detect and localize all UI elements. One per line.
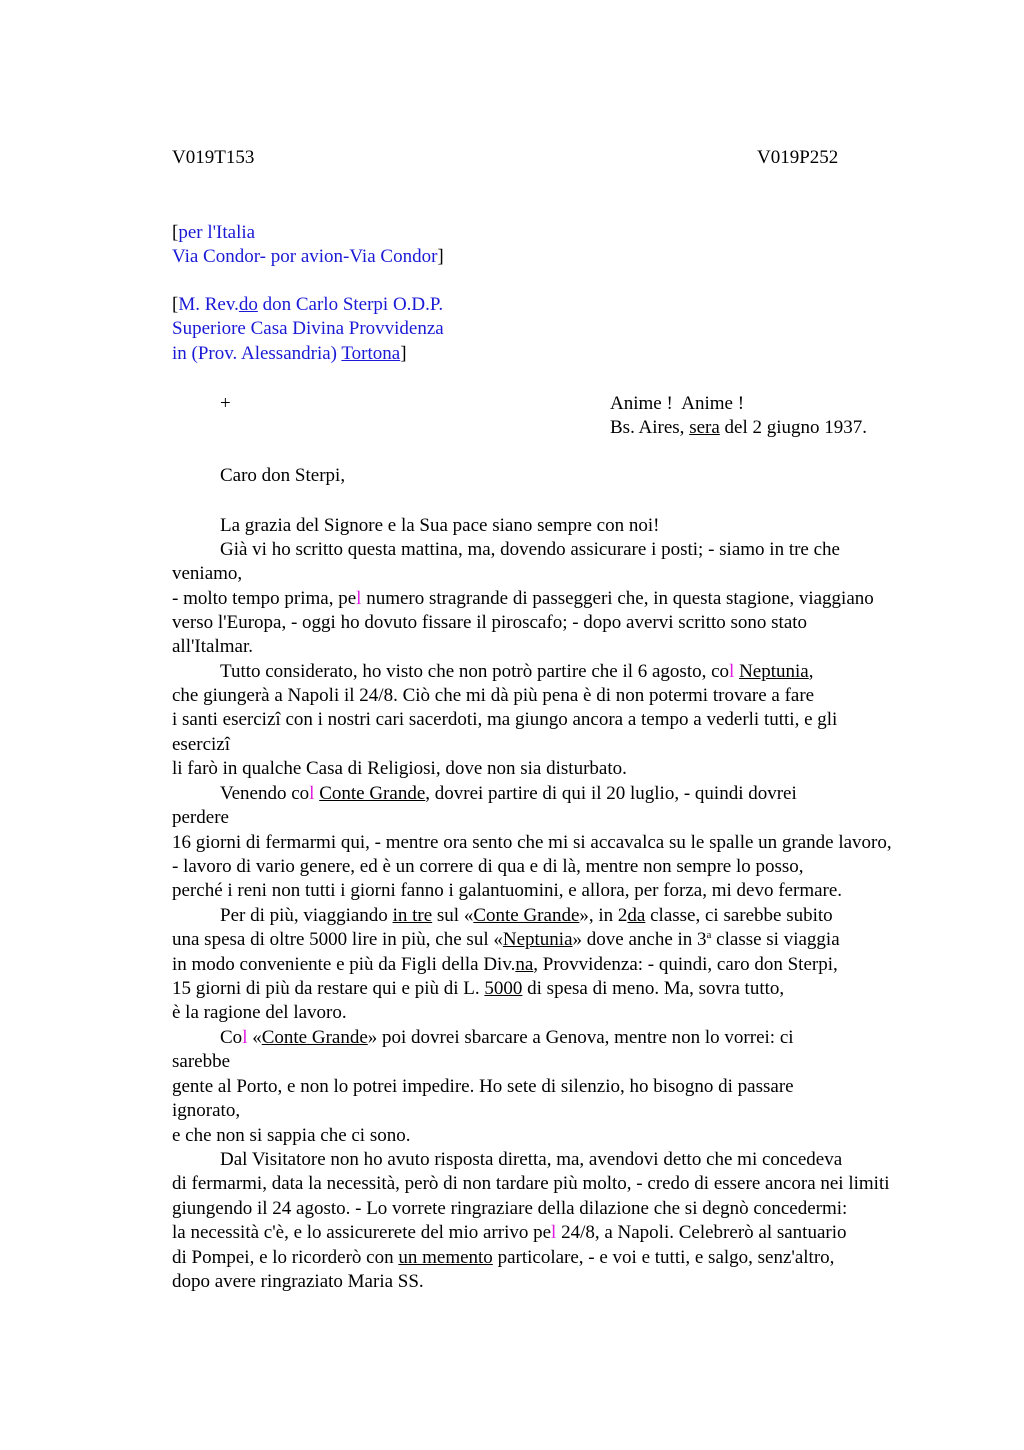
paragraph-line: la necessità c'è, e lo assicurerete del mio arrivo pel 24/8, a Napoli. Celebrerò al santuario [172,1222,847,1243]
paragraph-line: - lavoro di vario genere, ed è un correre di qua e di là, mentre non sempre lo posso, [172,856,804,877]
paragraph-line: all'Italmar. [172,636,253,657]
paragraph-line: e che non si sappia che ci sono. [172,1125,411,1146]
paragraph-line: sarebbe [172,1051,231,1072]
paragraph-line: veniamo, [172,563,243,584]
paragraph-line: Già vi ho scritto questa mattina, ma, dovendo assicurare i posti; - siamo in tre che [220,539,840,560]
paragraph-line: 16 giorni di fermarmi qui, - mentre ora sento che mi si accavalca su le spalle un grande lavoro, [172,832,892,853]
bracket-open: [ [172,222,179,243]
dateline: Bs. Aires, sera del 2 giugno 1937. [610,417,868,438]
paragraph-line: gente al Porto, e non lo potrei impedire. Ho sete di silenzio, ho bisogno di passare [172,1076,794,1097]
paragraph-line: 15 giorni di più da restare qui e più di L. 5000 di spesa di meno. Ma, sovra tutto, [172,978,785,999]
cross-symbol: + [220,393,231,414]
paragraph-line: perché i reni non tutti i giorni fanno i galantuomini, e allora, per forza, mi devo fermare. [172,880,843,901]
paragraph-line: perdere [172,807,229,828]
document-code-left: V019T153 [172,147,255,168]
paragraph-line: in modo conveniente e più da Figli della Div.na, Provvidenza: - quindi, caro don Sterpi, [172,954,838,975]
paragraph-line: che giungerà a Napoli il 24/8. Ciò che mi dà più pena è di non potermi trovare a fare [172,685,815,706]
bracket-close: ] [400,343,407,364]
bracket-close: ] [437,246,444,267]
paragraph-line: i santi esercizi con i nostri cari sacerdoti, ma giungo ancora a tempo a vederli tutti, e gli [172,709,838,730]
paragraph-line: Venendo col Conte Grande, dovrei partire di qui il 20 luglio, - quindi dovrei [220,783,797,804]
paragraph-line: li farò in qualche Casa di Religiosi, dove non sia disturbato. [172,758,627,779]
paragraph-line: giungendo il 24 agosto. - Lo vorrete ringraziare della dilazione che si degnò concedermi: [172,1198,848,1219]
document-code-right: V019P252 [757,147,839,168]
recipient-line2: Superiore Casa Divina Provvidenza [172,318,444,339]
paragraph-line: Per di più, viaggiando in tre sul «Conte Grande», in 2da classe, ci sarebbe subito [220,905,833,926]
paragraph-line: verso l'Europa, - oggi ho dovuto fissare il piroscafo; - dopo avervi scritto sono stato [172,612,808,633]
paragraph-line: La grazia del Signore e la Sua pace siano sempre con noi! [220,515,660,536]
bracket-open: [ [172,294,179,315]
paragraph-line: è la ragione del lavoro. [172,1002,347,1023]
recipient-line1: M. Rev.do don Carlo Sterpi O.D.P. [178,294,444,315]
paragraph-line: Tutto considerato, ho visto che non potrò partire che il 6 agosto, col Neptunia, [220,661,814,682]
recipient-line3: in (Prov. Alessandria) Tortona [172,343,401,364]
motto: Anime ! Anime ! [610,393,745,414]
paragraph-line: di fermarmi, data la necessità, però di non tardare più molto, - credo di essere ancora nei limiti [172,1173,890,1194]
paragraph-line: di Pompei, e lo ricorderò con un memento particolare, - e voi e tutti, e salgo, senz'altro, [172,1247,835,1268]
paragraph-line: dopo avere ringraziato Maria SS. [172,1271,424,1292]
paragraph-line: Col «Conte Grande» poi dovrei sbarcare a Genova, mentre non lo vorrei: ci [220,1027,794,1048]
paragraph-line: ignorato, [172,1100,241,1121]
address-via-line1: per l'Italia [178,222,256,243]
address-via-line2: Via Condor- por avion-Via Condor [172,246,438,267]
salutation: Caro don Sterpi, [220,465,346,486]
paragraph-line: Dal Visitatore non ho avuto risposta diretta, ma, avendovi detto che mi concedeva [220,1149,843,1170]
paragraph-line: una spesa di oltre 5000 lire in più, che sul «Neptunia» dove anche in 3$^a$ classe si viaggia [172,929,840,950]
paragraph-line: - molto tempo prima, pel numero stragrande di passeggeri che, in questa stagione, viaggiano [172,588,874,609]
paragraph-line: esercizi [172,734,231,755]
